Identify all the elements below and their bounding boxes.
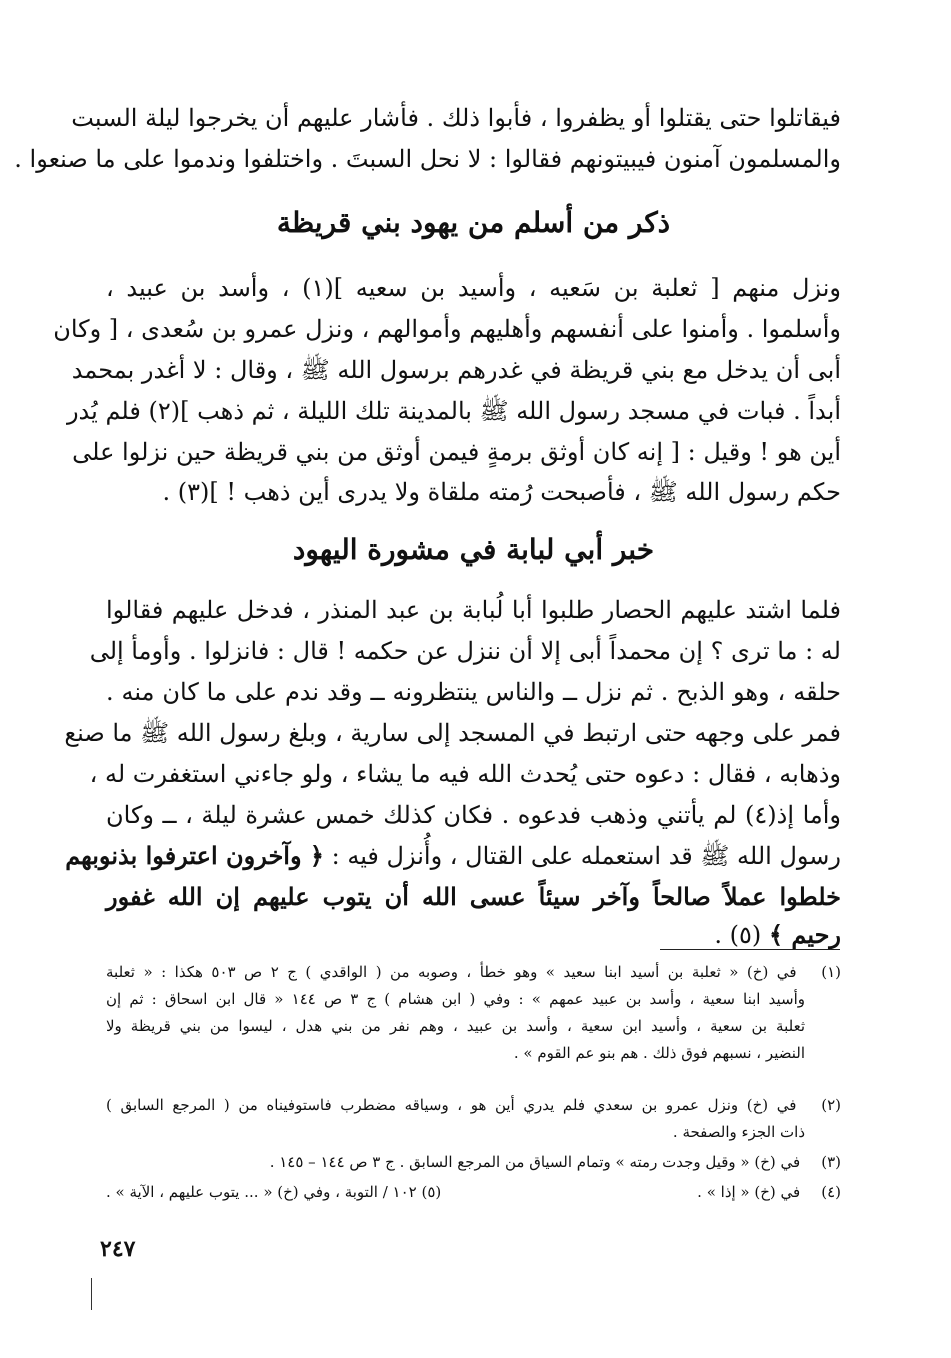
footnote-number: (٣) <box>821 1153 841 1171</box>
footnote-line: وأسيد ابنا سعية ، وأسد بن عبيد عمهم » : وفي ( ابن هشام ) ج ٣ ص ١٤٤ « قال ابن اسحاق : ثم إن <box>106 990 805 1008</box>
section-heading: ذكر من أسلم من يهود بني قريظة <box>276 206 671 239</box>
footnote-number: (٢) <box>821 1096 841 1114</box>
body-line <box>106 917 841 953</box>
body-line: حلقه ، وهو الذبح . ثم نزل ــ والناس ينتظرونه ــ وقد ندم على ما كان منه . <box>106 678 841 706</box>
footnote-line: النضير ، نسبهم فوق ذلك . هم بنو عم القوم » . <box>513 1044 805 1062</box>
body-text: رسول الله ﷺ قد استعمله على القتال ، وأُنزل فيه : <box>331 842 841 870</box>
page-number: ٢٤٧ <box>100 1236 136 1262</box>
body-line: والمسلمون آمنون فيبيتونهم فقالوا : لا نحل السبتَ . واختلفوا وندموا على ما صنعوا . <box>14 145 841 173</box>
body-line: وأما إذ(٤) لم يأتني وذهب فدعوه . فكان كذلك خمس عشرة ليلة ، ــ وكان <box>106 801 841 829</box>
body-line: فلما اشتد عليهم الحصار طلبوا أبا لُبابة بن عبد المنذر ، فدخل عليهم فقالوا <box>106 596 841 624</box>
footnote-number: (١) <box>821 963 841 981</box>
body-line: ونزل منهم [ ثعلبة بن سَعيه ، وأسيد بن سعيه ](١) ، وأسد بن عبيد ، <box>106 274 841 302</box>
footnote-line <box>106 1150 841 1174</box>
footnote-separator <box>660 949 840 950</box>
body-line <box>65 838 841 874</box>
body-line: أين هو ! وقيل : [ إنه كان أوثق برمةٍ فيمن أوثق من بني قريظة حين نزلوا على <box>72 438 841 466</box>
footnote-line <box>106 960 841 984</box>
footnote-number: (٤) <box>821 1183 841 1201</box>
body-line: وأسلموا . وأمنوا على أنفسهم وأهليهم وأموالهم ، ونزل عمرو بن سُعدى ، [ وكان <box>53 315 841 343</box>
footnote-4 <box>697 1180 841 1204</box>
footnote-5: (٥) ١٠٢ / التوبة ، وفي (خ) « ... يتوب عليهم ، الآية » . <box>106 1183 442 1201</box>
quran-verse: رحيم ﴾ <box>768 920 841 949</box>
footnote-ref: (٥) . <box>714 921 762 949</box>
body-line: وذهابه ، فقال : دعوه حتى يُحدث الله فيه ما يشاء ، ولو جاءني استغفرت له ، <box>89 760 841 788</box>
body-line: حكم رسول الله ﷺ ، فأصبحت رُمته ملقاة ولا يدرى أين ذهب ! ](٣) . <box>162 478 841 506</box>
footnote-text: في (خ) « إذا » . <box>697 1183 801 1201</box>
footnote-text: في (خ) « ثعلبة بن أسيد ابنا سعيد » وهو خطأ ، وصوبه من ( الواقدي ) ج ٢ ص ٥٠٣ هكذا : « ثعلبة <box>106 963 797 981</box>
quran-verse: خلطوا عملاً صالحاً وآخر سيئاً عسى الله أن يتوب عليهم إن الله غفور <box>106 882 841 911</box>
body-line: أبداً . فبات في مسجد رسول الله ﷺ بالمدينة تلك الليلة ، ثم ذهب ](٢) فلم يُدر <box>66 397 841 425</box>
margin-mark <box>91 1278 92 1310</box>
footnote-line: ثعلبة بن سعية ، وأسيد ابن سعية ، وأسد بن عبيد ، وهم نفر من بني هدل ، ليسوا من بني قريظة ولا <box>106 1017 805 1035</box>
body-line: له : ما ترى ؟ إن محمداً أبى إلا أن ننزل عن حكمه ! قال : فانزلوا . وأومأ إلى <box>89 637 841 665</box>
footnote-line <box>106 1180 841 1204</box>
body-line: فمر على وجهه حتى ارتبط في المسجد إلى سارية ، وبلغ رسول الله ﷺ ما صنع <box>64 719 841 747</box>
footnote-text: في (خ) « وقيل وجدت رمته » وتمام السياق من المرجع السابق . ج ٣ ص ١٤٤ – ١٤٥ . <box>269 1153 801 1171</box>
footnote-text: في (خ) ونزل عمرو بن سعدي فلم يدري أين هو ، وسياقه مضطرب فاستوفيناه من ( المرجع السابق ) <box>106 1096 797 1114</box>
body-line: فيقاتلوا حتى يقتلوا أو يظفروا ، فأبوا ذلك . فأشار عليهم أن يخرجوا ليلة السبت <box>71 104 841 132</box>
footnote-line <box>106 1093 841 1117</box>
footnote-line: ذات الجزء والصفحة . <box>672 1123 805 1141</box>
section-heading: خبر أبي لبابة في مشورة اليهود <box>292 533 655 566</box>
quran-verse: ﴿ وآخرون اعترفوا بذنوبهم <box>65 841 324 870</box>
body-line: أبى أن يدخل مع بني قريظة في غدرهم برسول الله ﷺ ، وقال : لا أغدر بمحمد <box>71 356 841 384</box>
